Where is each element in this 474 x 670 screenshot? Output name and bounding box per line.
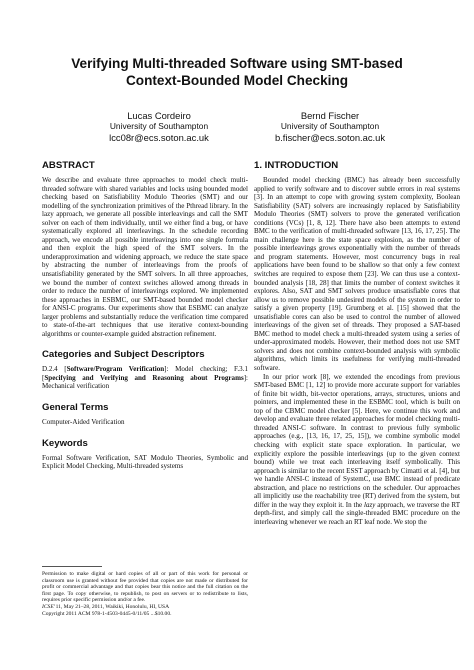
paper-title [20, 55, 454, 89]
categories-category-1: Software/Program Verification [66, 365, 165, 374]
conference-name: ICSE [42, 603, 54, 610]
intro-text-part: approach, we traverse the RT depth-first, and simply call the single-threaded BMC procedure on the interleaving whenever we reach an RT leaf node. We stop the [254, 500, 460, 526]
author-email: b.fischer@ecs.soton.ac.uk [274, 132, 386, 143]
introduction-paragraph-2 [254, 373, 460, 527]
general-terms-text: Computer-Aided Verification [42, 418, 125, 427]
author-block-1 [59, 110, 259, 143]
categories-heading: Categories and Subject Descriptors [42, 349, 205, 361]
abstract-text: We describe and evaluate three approaches to model check multi-threaded software with shared variables and locks using bounded model checking based on Satisfiability Modulo Theories (SMT) and our modelling of the synchronization primitives of the Pthread library. In the lazy approach, we generate all possible interleavings and call the SMT solver on each of them individually, until we either find a bug, or have systematically explored all interleavings. In the schedule recording approach, we encode all possible interleavings into one single formula and then exploit the high speed of the SMT solvers. In the underapproximation and widening approach, we reduce the state space by abstracting the number of interleavings from the proofs of unsatisfiability generated by the SMT solvers. In all three approaches, we bound the number of context switches allowed among threads in order to reduce the number of interleavings explored. We implemented these approaches in ESBMC, our SMT-based bounded model checker for ANSI-C programs. Our experiments show that ESBMC can analyze larger problems and substantially reduce the verification time compared to state-of-the-art techniques that use iterative context-bounding algorithms or counter-example guided abstraction refinement. [42, 176, 248, 338]
permission-text: Permission to make digital or hard copies of all or part of this work for personal or classroom use is granted without fee provided that copies are not made or distributed for profit or commercial advantage and that copies bear this notice and the full citation on the first page. To copy otherwise, to republish, to post on servers or to redistribute to lists, requires prior specific permission and/or a fee. [42, 571, 248, 604]
copyright-notice [42, 571, 248, 617]
categories-category-2: Specifying and Verifying and Reasoning about Programs [44, 373, 244, 382]
general-terms-heading: General Terms [42, 402, 109, 414]
author-affiliation: University of Southampton [109, 121, 209, 131]
author-block-2 [230, 110, 430, 143]
abstract-heading: ABSTRACT [42, 160, 95, 171]
copyright-line: Copyright 2011 ACM 978-1-4503-0445-0/11/05 ...$10.00. [42, 610, 172, 617]
keywords-text: Formal Software Verification, SAT Modulo Theories, Symbolic and Explicit Model Checking, Multi-threaded systems [42, 453, 248, 471]
categories-text-part: ]: Model checking; F.3.1 [ [42, 365, 248, 382]
intro-text-part: In our prior work [8], we extended the encodings from previous SMT-based BMC [1, 12] to provide more accurate support for variables of finite bit width, bit-vector operations, arrays, structures, unions and pointers, and implemented these in the ESBMC tool, which is built on top of the CBMC model checker [5]. Here, we continue this work and develop and evaluate three related approaches for model checking multi-threaded ANSI-C software. In contrast to previous fully symbolic approaches (e.g., [13, 16, 17, 25, 15]), we combine symbolic model checking with explicit state space exploration. In particular, we explicitly explore the possible interleavings (up to the given context bound) while we treat each interleaving itself symbolically. This approach is similar to the recent ESST approach by Cimatti et al. [4], but we handle ANSI-C instead of SystemC, use BMC instead of predicate abstraction, and place no restrictions on the scheduler. Our approaches all implicitly use the reachability tree (RT) derived from the system, but differ in the way they exploit it. In the [254, 372, 460, 509]
introduction-paragraph-1: Bounded model checking (BMC) has already been successfully applied to verify software and to discover subtle errors in real systems [3]. In an attempt to cope with growing system complexity, Boolean Satisfiability (SAT) solvers are increasingly replaced by Satisfiability Modulo Theories (SMT) solvers to prove the generated verification conditions (VCs) [1, 8, 12]. There have also been attempts to extend BMC to the verification of multi-threaded software [13, 16, 17, 25]. The main challenge here is the state space explosion, as the number of possible interleavings grows exponentially with the number of threads and program statements. However, most concurrency bugs in real applications have been found to be shallow so that only a few context switches are required to expose them [23]. We can thus use a context-bounded analysis [18, 28] that limits the number of context switches it explores. Also, SAT and SMT solvers produce unsatisfiable cores that allow us to remove possible undesired models of the system in order to satisfy a given property [19]. Grumberg et al. [15] showed that the unsatisfiable cores can also be used to control the number of allowed interleavings of the given set of threads. They proposed a SAT-based BMC method to model check a multi-threaded system using a series of under-approximated models. However, their method does not use SMT solvers and does not combine context-bounded analysis with symbolic algorithms, which limits its usefulness for verifying multi-threaded software. [254, 176, 460, 373]
footnote-rule [42, 566, 102, 567]
right-column [254, 160, 460, 526]
categories-text [42, 365, 248, 391]
conference-details: ’11, May 21–28, 2011, Waikiki, Honolulu, HI, USA [53, 603, 170, 610]
author-affiliation: University of Southampton [280, 121, 380, 131]
author-email: lcc08r@ecs.soton.ac.uk [109, 132, 209, 143]
categories-text-part: D.2.4 [ [42, 365, 67, 374]
title-line-1: Verifying Multi-threaded Software using SMT-based [71, 56, 403, 71]
categories-text-part: ]: Mechanical verification [42, 373, 248, 391]
intro-emphasis: lazy [364, 500, 376, 509]
title-line-2: Context-Bounded Model Checking [125, 73, 349, 88]
conference-line [42, 604, 248, 611]
keywords-heading: Keywords [42, 437, 88, 449]
author-name: Bernd Fischer [300, 110, 360, 121]
author-name: Lucas Cordeiro [127, 110, 191, 121]
left-column [42, 160, 248, 471]
introduction-heading: 1. INTRODUCTION [254, 160, 339, 171]
